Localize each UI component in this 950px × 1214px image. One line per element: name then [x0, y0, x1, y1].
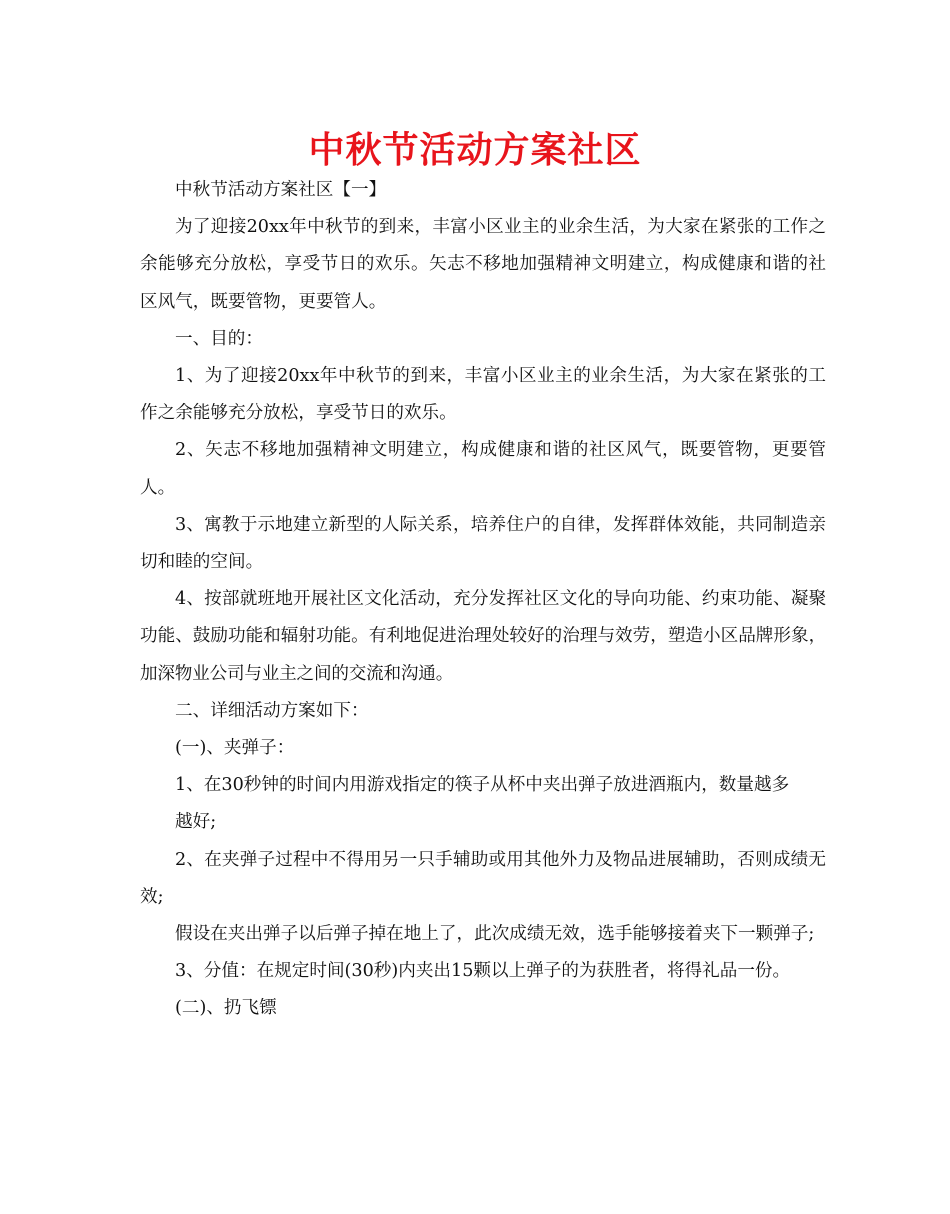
rule-2-note: 假设在夹出弹子以后弹子掉在地上了，此次成绩无效，选手能够接着夹下一颗弹子;: [175, 924, 815, 945]
purpose-item-2: 2、矢志不移地加强精神文明建立，构成健康和谐的社区风气，既要管物，更要管人。: [140, 440, 826, 498]
purpose-item-3: 3、寓教于示地建立新型的人际关系，培养住户的自律，发挥群体效能，共同制造亲切和睦的空间。: [140, 514, 826, 573]
rule-3: 3、分值：在规定时间(30秒)内夹出15颗以上弹子的为获胜者，将得礼品一份。: [175, 961, 791, 982]
document-title: 中秋节活动方案社区: [308, 130, 642, 171]
rule-2: 2、在夹弹子过程中不得用另一只手辅助或用其他外力及物品进展辅助，否则成绩无效;: [140, 849, 826, 907]
purpose-item-4: 4、按部就班地开展社区文化活动，充分发挥社区文化的导向功能、约束功能、凝聚功能、鼓励功能和辐射功能。有利地促进治理处较好的治理与效劳，塑造小区品牌形象，加深物业公司与业主之间的交流和沟通。: [140, 589, 826, 684]
section-heading: 中秋节活动方案社区【一】: [175, 180, 387, 200]
activity-heading-1: (一)、夹弹子：: [175, 738, 295, 759]
purpose-heading: 一、目的：: [175, 328, 263, 349]
rule-1-continued: 越好;: [175, 812, 217, 833]
rule-1: 1、在30秒钟的时间内用游戏指定的筷子从杯中夹出弹子放进酒瓶内，数量越多: [175, 775, 790, 796]
document-body: [140, 172, 826, 1028]
purpose-item-1: 1、为了迎接20xx年中秋节的到来，丰富小区业主的业余生活，为大家在紧张的工作之余能够充分放松，享受节日的欢乐。: [140, 366, 826, 424]
plan-heading: 二、详细活动方案如下：: [175, 700, 369, 721]
activity-heading-2: (二)、扔飞镖: [175, 998, 277, 1019]
intro-paragraph: 为了迎接20xx年中秋节的到来，丰富小区业主的业余生活，为大家在紧张的工作之余能够充分放松，享受节日的欢乐。矢志不移地加强精神文明建立，构成健康和谐的社区风气，既要管物，更要管人。: [140, 217, 826, 312]
